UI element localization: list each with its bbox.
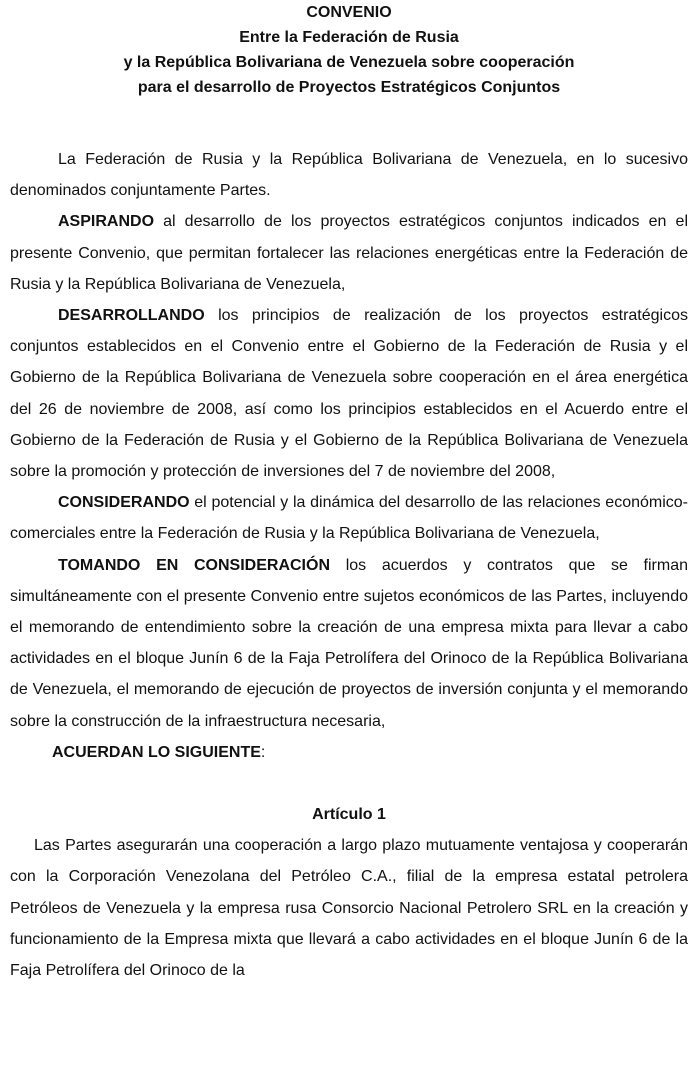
paragraph-aspirando xyxy=(10,206,688,300)
text-tomando: los acuerdos y contratos que se firman simultáneamente con el presente Convenio entre sujetos económicos de las Partes, incluyendo el memorando de entendimiento sobre la creación de una empresa mixta para llevar a cabo actividades en el bloque Junín 6 de la Faja Petrolífera del Orinoco de la República Bolivariana de Venezuela, el memorando de ejecución de proyectos de inversión conjunta y el memorando sobre la construcción de la infraestructura necesaria, xyxy=(10,556,688,730)
acuerdan-label: ACUERDAN LO SIGUIENTE xyxy=(52,743,261,761)
title-line-4: para el desarrollo de Proyectos Estratégicos Conjuntos xyxy=(137,79,561,96)
document-page xyxy=(10,0,688,986)
paragraph-desarrollando xyxy=(10,300,688,487)
keyword-tomando: TOMANDO EN CONSIDERACIÓN xyxy=(58,556,330,574)
acuerdan-suffix: : xyxy=(260,743,266,761)
title-line-1: CONVENIO xyxy=(306,4,392,21)
article-1-title: Artículo 1 xyxy=(312,806,386,824)
keyword-desarrollando: DESARROLLANDO xyxy=(58,307,205,325)
article-1-text: Las Partes asegurarán una cooperación a largo plazo mutuamente ventajosa y cooperarán con la Corporación Venezolana del Petróleo C.A., filial de la empresa estatal petrolera Petróleos de Venezuela y la empresa rusa Consorcio Nacional Petrolero SRL en la creación y funcionamiento de la Empresa mixta que llevará a cabo actividades en el bloque Junín 6 de la Faja Petrolífera del Orinoco de la xyxy=(10,837,688,980)
text-considerando: el potencial y la dinámica del desarrollo de las relaciones económico-comerciales entre la Federación de Rusia y la República Bolivariana de Venezuela, xyxy=(10,494,688,543)
text-desarrollando: los principios de realización de los proyectos estratégicos conjuntos establecidos en el Convenio entre el Gobierno de la Federación de Rusia y el Gobierno de la República Bolivariana de Venezuela sobre cooperación en el área energética del 26 de noviembre de 2008, así como los principios establecidos en el Acuerdo entre el Gobierno de la Federación de Rusia y el Gobierno de la República Bolivariana de Venezuela sobre la promoción y protección de inversiones del 7 de noviembre del 2008, xyxy=(10,307,688,481)
document-title xyxy=(10,0,688,100)
paragraph-considerando xyxy=(10,487,688,549)
text-aspirando: al desarrollo de los proyectos estratégicos conjuntos indicados en el presente Convenio, que permitan fortalecer las relaciones energéticas entre la Federación de Rusia y la República Bolivariana de Venezuela, xyxy=(10,213,688,293)
keyword-aspirando: ASPIRANDO xyxy=(58,213,155,231)
title-line-3: y la República Bolivariana de Venezuela sobre cooperación xyxy=(123,54,575,71)
paragraph-tomando xyxy=(10,550,688,737)
acuerdan-heading xyxy=(10,737,688,768)
title-line-2: Entre la Federación de Rusia xyxy=(239,29,459,46)
intro-paragraph: La Federación de Rusia y la República Bolivariana de Venezuela, en lo sucesivo denominados conjuntamente Partes. xyxy=(10,151,688,200)
keyword-considerando: CONSIDERANDO xyxy=(58,494,190,512)
